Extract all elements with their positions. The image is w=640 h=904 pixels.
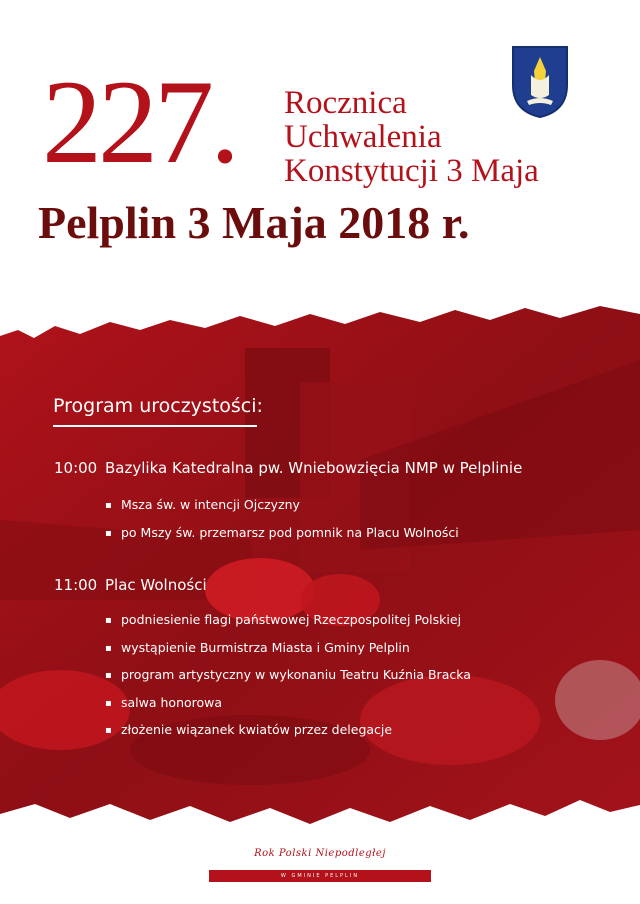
event-2-item-text: wystąpienie Burmistrza Miasta i Gminy Pelplin [121, 640, 410, 655]
event-2-place: Plac Wolności [105, 576, 207, 594]
event-1-item-text: po Mszy św. przemarsz pod pomnik na Placu Wolności [121, 525, 459, 540]
bullet-icon: ▪ [105, 528, 112, 539]
event-1-item-text: Msza św. w intencji Ojczyzny [121, 497, 300, 512]
title-line-1: Rocznica [284, 85, 407, 121]
event-2-item [105, 612, 461, 627]
event-2-item [105, 667, 471, 682]
monument-background [0, 300, 640, 830]
title-line-3: Konstytucji 3 Maja [284, 153, 539, 189]
event-2 [54, 576, 207, 594]
bullet-icon: ▪ [105, 500, 112, 511]
bullet-icon: ▪ [105, 670, 112, 681]
event-1-place: Bazylika Katedralna pw. Wniebowzięcia NMP w Pelplinie [105, 459, 523, 477]
anniversary-number: 227. [42, 55, 236, 188]
program-heading-underline [53, 425, 257, 427]
bullet-icon: ▪ [105, 615, 112, 626]
event-2-item [105, 695, 222, 710]
event-1-item [105, 525, 459, 540]
coat-of-arms-icon [511, 45, 569, 119]
program-heading: Program uroczystości: [53, 395, 263, 417]
event-2-item [105, 722, 392, 737]
bullet-icon: ▪ [105, 643, 112, 654]
event-2-item-text: podniesienie flagi państwowej Rzeczpospolitej Polskiej [121, 612, 462, 627]
event-2-item-text: złożenie wiązanek kwiatów przez delegacje [121, 722, 393, 737]
footer-script-logo: Rok Polski Niepodległej [254, 848, 386, 859]
event-date-subtitle: Pelplin 3 Maja 2018 r. [38, 197, 470, 248]
event-1-time: 10:00 [54, 459, 98, 477]
anniversary-title [284, 86, 539, 188]
event-1 [54, 459, 522, 477]
event-2-time: 11:00 [54, 576, 98, 594]
event-1-item [105, 497, 300, 512]
bullet-icon: ▪ [105, 698, 112, 709]
event-2-item [105, 640, 410, 655]
event-2-item-text: program artystyczny w wykonaniu Teatru Kuźnia Bracka [121, 667, 471, 682]
bullet-icon: ▪ [105, 725, 112, 736]
event-2-item-text: salwa honorowa [121, 695, 223, 710]
footer-bar [209, 870, 431, 882]
title-line-2: Uchwalenia [284, 119, 442, 155]
footer-bar-text: W GMINIE PELPLIN [280, 873, 360, 879]
